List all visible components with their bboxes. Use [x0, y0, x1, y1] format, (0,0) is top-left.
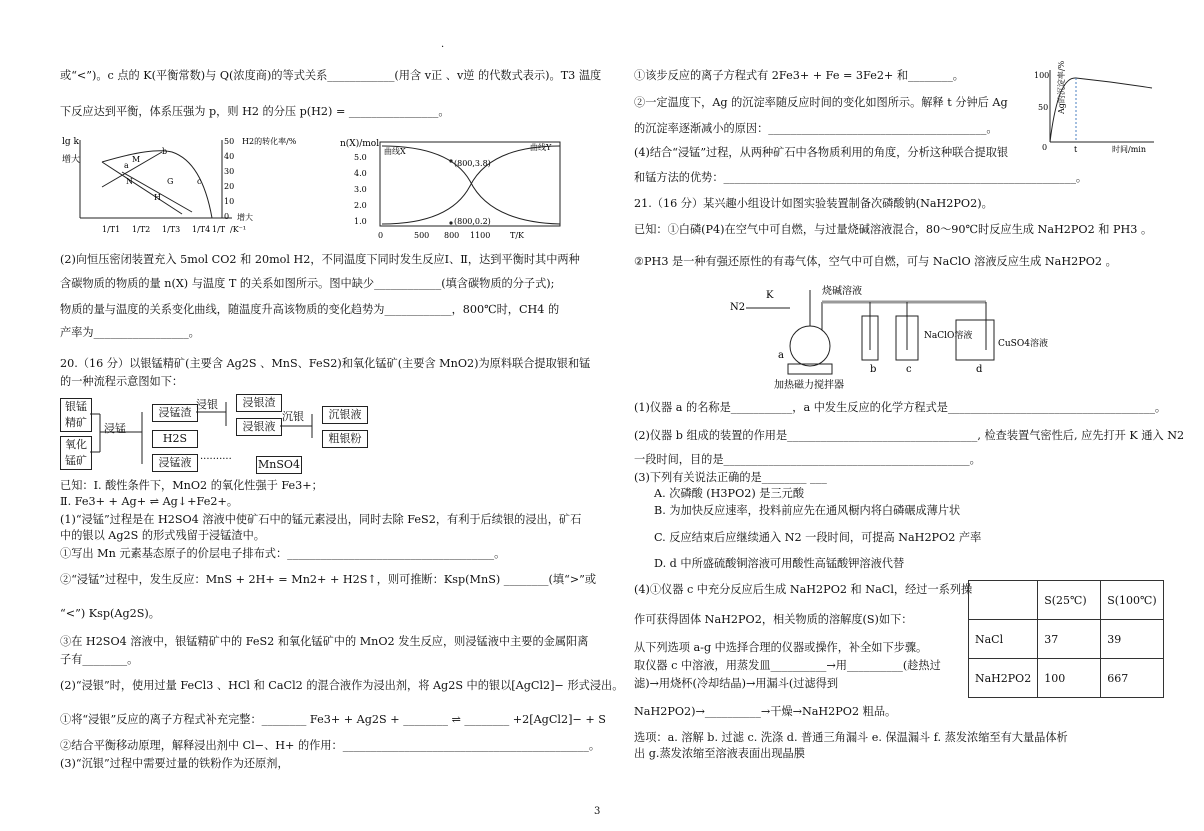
page-number: 3: [594, 806, 601, 817]
text-line: 滤)→用烧杯(冷却结晶)→用漏斗(过滤得到: [634, 677, 839, 690]
point-label: H: [154, 193, 161, 202]
table-cell: 37: [1038, 620, 1101, 659]
step-precip-ag: 沉银: [282, 410, 304, 423]
right-tick: 20: [224, 182, 235, 191]
text-line: ②结合平衡移动原理，解释浸出剂中 Cl−、H+ 的作用：____________________________________________。: [60, 739, 601, 752]
rate-constant-chart: [62, 132, 297, 244]
text-line: 一段时间，目的是____________________________________________。: [634, 453, 981, 466]
x-tick: 500: [414, 231, 430, 240]
table-header-row: [969, 581, 1164, 620]
text-line: ③在 H2SO4 溶液中，银锰精矿中的 FeS2 和氧化锰矿中的 MnO2 发生反应，则浸锰液中主要的金属阳离: [60, 635, 589, 648]
raw-ore-2: 氧化锰矿: [60, 436, 92, 470]
table-row: [969, 620, 1164, 659]
flow-dots: ··········: [200, 454, 232, 465]
step-leach-ag: 浸银: [196, 398, 218, 411]
text-line: 和锰方法的优势：_______________________________________________________________。: [634, 171, 1088, 184]
text-line: (1)仪器 a 的名称是___________，a 中发生反应的化学方程式是_____________________________________。: [634, 401, 1167, 414]
text-line: NaH2PO2)→__________→干燥→NaH2PO2 粗品。: [634, 705, 897, 718]
h2-conversion-label: H2的转化率/%: [242, 137, 297, 146]
text-line: 或“<”)。c 点的 K(平衡常数)与 Q(浓度商)的等式关系____________(用含 v正 、v逆 的代数式表示)。T3 温度: [60, 69, 602, 82]
process-flow-chart: [60, 392, 460, 478]
step-leach-mn: 浸锰: [104, 422, 126, 435]
ag-rate-axis-label: Ag的沉淀率/%: [1057, 60, 1066, 114]
text-line: 已知：Ⅰ. 酸性条件下，MnO2 的氧化性强于 Fe3+；: [60, 479, 323, 492]
point-label: N: [126, 177, 133, 186]
left-increase-label: 增大: [62, 155, 81, 165]
text-line: ①该步反应的离子方程式有 2Fe3+ + Fe = 3Fe2+ 和________。: [634, 69, 964, 82]
stirrer-label: 加热磁力搅拌器: [774, 380, 844, 391]
right-tick: 40: [224, 152, 235, 161]
x-axis-unit: /K⁻¹: [230, 225, 247, 234]
label-a: a: [778, 350, 784, 361]
mn-leach-residue: 浸锰渣: [152, 404, 198, 422]
text-line: 出 g.蒸发浓缩至溶液表面出现晶膜: [634, 747, 805, 760]
text-line: (2)“浸银”时，使用过量 FeCl3 、HCl 和 CaCl2 的混合液作为浸出剂，将 Ag2S 中的银以[AgCl2]− 形式浸出。: [60, 679, 624, 692]
x-increase-label: 增大: [237, 213, 253, 222]
label-c: c: [906, 364, 912, 375]
text-line: (2)仪器 b 组成的装置的作用是__________________________________, 检查装置气密性后, 应先打开 K 通入 N2: [634, 429, 1185, 442]
raw-ore-1: 银锰精矿: [60, 398, 92, 432]
x-axis-label: T/K: [510, 231, 525, 240]
ag-leach-liquor: 浸银液: [236, 418, 282, 436]
h2s-box: H2S: [152, 430, 198, 448]
naoh-label: 烧碱溶液: [822, 286, 862, 297]
right-tick: 50: [224, 137, 235, 146]
point-label: M: [132, 155, 141, 164]
label-b: b: [870, 364, 877, 375]
text-line: 选项：a. 溶解 b. 过滤 c. 洗涤 d. 普通三角漏斗 e. 保温漏斗 f. 蒸发浓缩至有大量晶体析: [634, 731, 1068, 744]
text-line: 产率为_________________。: [60, 326, 200, 339]
valve-k-label: K: [766, 290, 774, 301]
table-cell: [969, 581, 1038, 620]
nx-axis-label: n(X)/mol: [340, 139, 380, 149]
y-tick: 100: [1034, 71, 1050, 80]
x-tick: 1/T: [212, 225, 226, 234]
text-line: 中的银以 Ag2S 的形式残留于浸锰渣中。: [60, 529, 265, 542]
text-line: Ⅱ. Fe3+ + Ag+ ⇌ Ag↓+Fe2+。: [60, 495, 239, 508]
naclo-label: NaClO溶液: [924, 331, 973, 341]
text-line: (4)结合“浸锰”过程，从两种矿石中各物质利用的角度，分析这种联合提取银: [634, 146, 1009, 159]
x-tick: 1/T3: [162, 225, 181, 234]
page-top-mark: ·: [441, 42, 445, 53]
text-line: (1)“浸锰”过程是在 H2SO4 溶液中使矿石中的锰元素浸出，同时去除 FeS2，有利于后续银的浸出，矿石: [60, 513, 582, 526]
text-line: (4)①仪器 c 中充分反应后生成 NaH2PO2 和 NaCl，经过一系列操: [634, 583, 973, 596]
apparatus-diagram: [730, 280, 1048, 392]
table-cell: S(100℃): [1101, 581, 1164, 620]
y-tick: 4.0: [354, 169, 367, 178]
cuso4-label: CuSO4溶液: [998, 339, 1048, 349]
y-tick: 50: [1038, 103, 1049, 112]
question-21: 21.（16 分）某兴趣小组设计如图实验装置制备次磷酸钠(NaH2PO2)。: [634, 197, 993, 210]
point-label: a: [124, 161, 129, 170]
table-cell: 100: [1038, 659, 1101, 698]
question-20: 20.（16 分）以银锰精矿(主要含 Ag2S 、MnS、FeS2)和氧化锰矿(主要含 MnO2)为原料联合提取银和锰: [60, 357, 591, 370]
y-tick: 2.0: [354, 201, 367, 210]
text-line: ②一定温度下，Ag 的沉淀率随反应时间的变化如图所示。解释 t 分钟后 Ag: [634, 96, 1008, 109]
point-label: G: [167, 177, 174, 186]
text-line: (2)向恒压密闭装置充入 5mol CO2 和 20mol H2，不同温度下同时发生反应Ⅰ、Ⅱ，达到平衡时其中两种: [60, 253, 580, 266]
x-tick: 0: [378, 231, 384, 240]
text-line: ②“浸锰”过程中，发生反应：MnS + 2H+ = Mn2+ + H2S↑，则可推断：Ksp(MnS) ________(填“>”或: [60, 573, 597, 586]
text-line: 的沉淀率逐渐减小的原因：_______________________________________。: [634, 122, 998, 135]
text-line: 已知：①白磷(P4)在空气中可自燃，与过量烧碱溶液混合，80～90℃时反应生成 NaH2PO2 和 PH3 。: [634, 223, 1153, 236]
text-line: 子有________。: [60, 653, 139, 666]
text-line: 从下列选项 a-g 中选择合理的仪器或操作，补全如下步骤。: [634, 641, 928, 654]
x-tick: 1100: [470, 231, 491, 240]
text-line: ①将“浸银”反应的离子方程式补充完整：________ Fe3+ + Ag2S + ________ ⇌ ________ +2[AgCl2]− + S: [60, 713, 606, 726]
point-label: c: [197, 177, 202, 186]
ag-precip-liquor: 沉银液: [322, 406, 368, 424]
y-tick: 1.0: [354, 217, 367, 226]
point-label: (800,3.8): [454, 159, 491, 168]
y-tick: 0: [1042, 143, 1048, 152]
x-tick: 800: [444, 231, 460, 240]
text-line: (3)下列有关说法正确的是________ ___: [634, 471, 827, 484]
mn-leach-liquor: 浸锰液: [152, 454, 198, 472]
text-line: 作可获得固体 NaH2PO2，相关物质的溶解度(S)如下：: [634, 613, 913, 626]
text-line: 下反应达到平衡，体系压强为 p，则 H2 的分压 p(H2) = ________________。: [60, 105, 450, 118]
x-axis-label: 时间/min: [1112, 145, 1146, 154]
text-line: (3)“沉银”过程中需要过量的铁粉作为还原剂，: [60, 757, 289, 770]
right-tick: 10: [224, 197, 235, 206]
table-row: [969, 659, 1164, 698]
x-tick: t: [1074, 145, 1078, 154]
table-cell: 39: [1101, 620, 1164, 659]
mnso4-box: MnSO4: [256, 456, 302, 474]
table-cell: NaH2PO2: [969, 659, 1038, 698]
table-cell: 667: [1101, 659, 1164, 698]
text-line: 物质的量与温度的关系变化曲线，随温度升高该物质的变化趋势为____________，800℃时，CH4 的: [60, 303, 560, 316]
ag-leach-residue: 浸银渣: [236, 394, 282, 412]
x-tick: 1/T1: [102, 225, 121, 234]
table-cell: NaCl: [969, 620, 1038, 659]
crude-silver: 粗银粉: [322, 430, 368, 448]
lgk-axis-label: lg k: [62, 137, 79, 147]
text-line: 取仪器 c 中溶液，用蒸发皿__________→用__________(趁热过: [634, 659, 941, 672]
n2-label: N2: [730, 302, 746, 313]
text-line: ②PH3 是一种有强还原性的有毒气体，空气中可自燃，可与 NaClO 溶液反应生成 NaH2PO2 。: [634, 255, 1117, 268]
nx-temperature-chart: [340, 136, 600, 246]
option-a: A. 次磷酸 (H3PO2) 是三元酸: [654, 487, 805, 500]
series-label: 曲线Y: [530, 143, 552, 152]
point-label: b: [162, 147, 168, 156]
series-label: 曲线X: [384, 147, 406, 156]
right-tick: 0: [224, 212, 230, 221]
text-line: “<”) Ksp(Ag2S)。: [60, 607, 160, 620]
y-tick: 5.0: [354, 153, 367, 162]
x-tick: 1/T2: [132, 225, 151, 234]
table-cell: S(25℃): [1038, 581, 1101, 620]
label-d: d: [976, 364, 983, 375]
option-d: D. d 中所盛硫酸铜溶液可用酸性高锰酸钾溶液代替: [654, 557, 905, 570]
text-line: 的一种流程示意图如下：: [60, 375, 184, 388]
y-tick: 3.0: [354, 185, 367, 194]
right-tick: 30: [224, 167, 235, 176]
text-line: 含碳物质的物质的量 n(X) 与温度 T 的关系如图所示。图中缺少____________(填含碳物质的分子式);: [60, 277, 555, 290]
option-c: C. 反应结束后应继续通入 N2 一段时间，可提高 NaH2PO2 产率: [654, 531, 982, 544]
text-line: ①写出 Mn 元素基态原子的价层电子排布式：_____________________________________。: [60, 547, 506, 560]
option-b: B. 为加快反应速率，投料前应先在通风橱内将白磷碾成薄片状: [654, 504, 961, 517]
x-tick: 1/T4: [192, 225, 211, 234]
point-label: (800,0.2): [454, 217, 491, 226]
solubility-table: [968, 580, 1164, 698]
ag-precipitation-chart: [1034, 60, 1174, 158]
